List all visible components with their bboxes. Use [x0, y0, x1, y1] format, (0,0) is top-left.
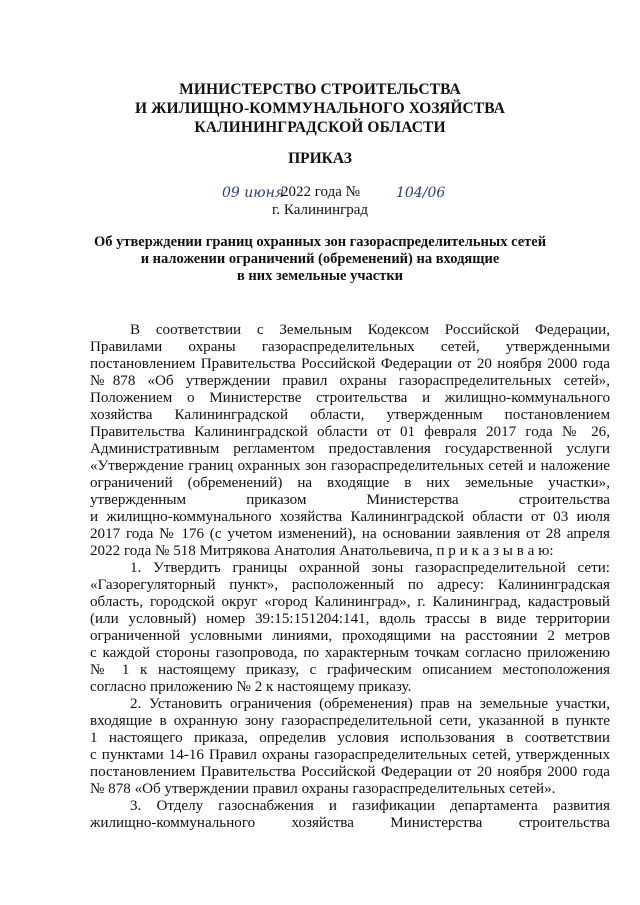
body-line: Правительства Калининградской области от 01 февраля 2017 года № 26,: [90, 424, 610, 440]
body-line: с пунктами 14-16 Правил охраны газораспределительных сетей, утвержденных: [90, 747, 610, 763]
body-line: «Газорегуляторный пункт», расположенный по адресу: Калининградская: [90, 577, 610, 593]
body-line: Положением о Министерстве строительства и жилищно-коммунального: [90, 390, 610, 406]
ministry-name-line2: И ЖИЛИЩНО-КОММУНАЛЬНОГО ХОЗЯЙСТВА: [134, 100, 506, 117]
body-line: 2017 года № 176 (с учетом изменений), на основании заявления от 28 апреля: [90, 526, 610, 542]
subject-line1: Об утверждении границ охранных зон газораспределительных сетей: [93, 234, 547, 250]
body-line: область, городской округ «город Калининград», г. Калининград, кадастровый: [90, 594, 610, 610]
body-line: и жилищно-коммунального хозяйства Калининградской области от 03 июля: [90, 509, 610, 525]
subject-line2: и наложении ограничений (обременений) на входящие: [140, 251, 500, 267]
body-line: 1 настоящего приказа, определив условия использования в соответствии: [90, 730, 610, 746]
body-line: В соответствии с Земельным Кодексом Российской Федерации,: [130, 322, 610, 338]
body-line: хозяйства Калининградской области, утвержденным постановлением: [90, 407, 610, 423]
body-line: постановлением Правительства Российской Федерации от 20 ноября 2000 года: [90, 356, 610, 372]
subject-line3: в них земельные участки: [236, 268, 404, 284]
body-line: входящие в охранную зону газораспределительной сети, указанной в пункте: [90, 713, 610, 729]
body-line: № 1 к настоящему приказу, с графическим описанием местоположения: [90, 662, 610, 678]
body-line: постановлением Правительства Российской Федерации от 20 ноября 2000 года: [90, 764, 610, 780]
body-line: (или условный) номер 39:15:151204:141, вдоль трассы в виде территории: [90, 611, 610, 627]
year-text: 2022 года №: [281, 184, 360, 200]
body-line: утвержденным приказом Министерства строительства: [90, 492, 610, 508]
body-line: Правилами охраны газораспределительных сетей, утвержденными: [90, 339, 610, 355]
body-line: №878 «Об утверждении правил охраны газораспределительных сетей»,: [90, 373, 610, 389]
ministry-name-line3: КАЛИНИНГРАДСКОЙ ОБЛАСТИ: [194, 119, 446, 136]
handwritten-number: 104/06: [396, 185, 446, 201]
body-line: 1. Утвердить границы охранной зоны газораспределительной сети:: [130, 560, 610, 576]
body-line: 2. Установить ограничения (обременения) прав на земельные участки,: [130, 696, 610, 712]
city: г. Калининград: [271, 202, 369, 218]
body-line: жилищно-коммунального хозяйства Министерства строительства: [90, 815, 610, 831]
body-line: 3. Отделу газоснабжения и газификации департамента развития: [130, 798, 610, 814]
body-line: ограниченной условными линиями, проходящими на расстоянии 2 метров: [90, 628, 610, 644]
body-line: Административным регламентом предоставления государственной услуги: [90, 441, 610, 457]
body-line: «Утверждение границ охранных зон газораспределительных сетей и наложение: [90, 458, 610, 474]
body-line: ограничений (обременений) на входящие в них земельные участки»,: [90, 475, 610, 491]
body-line: с каждой стороны газопровода, по характерным точкам согласно приложению: [90, 645, 610, 661]
handwritten-date: 09 июня: [222, 185, 285, 201]
body-line: 2022 года № 518 Митрякова Анатолия Анатольевича, п р и к а з ы в а ю:: [90, 543, 554, 559]
body-line: согласно приложению № 2 к настоящему приказу.: [90, 679, 412, 695]
ministry-name-line1: МИНИСТЕРСТВО СТРОИТЕЛЬСТВА: [179, 81, 461, 98]
body-line: № 878 «Об утверждении правил охраны газораспределительных сетей».: [90, 781, 556, 797]
document-type: ПРИКАЗ: [288, 150, 352, 167]
